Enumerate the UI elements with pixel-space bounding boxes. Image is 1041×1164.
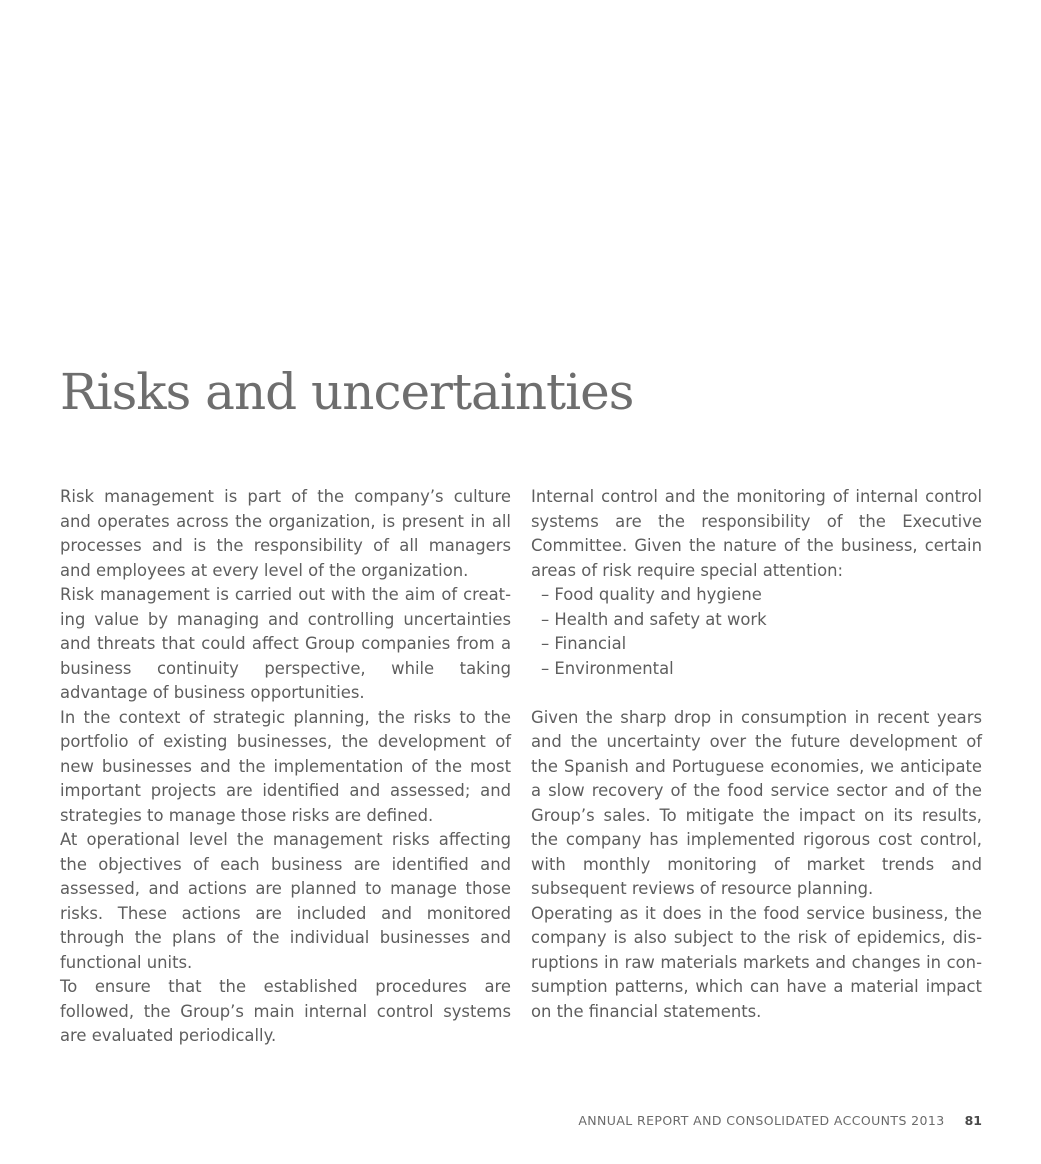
list-item: – Food quality and hygiene <box>541 585 762 604</box>
paragraph-risk-value: Risk management is carried out with the aim of creating value by managing and controlling uncertainties and threats that could affect Group companies from a business continuity perspective, while taking advantage of business opportunities. <box>60 585 511 702</box>
page-footer <box>578 1112 982 1130</box>
paragraph-internal-control-evaluation: To ensure that the established procedures are followed, the Group’s main internal control systems are evaluated periodically. <box>60 977 511 1045</box>
paragraph-risk-culture: Risk management is part of the company’s culture and operates across the organization, is present in all processes and is the responsibility of all managers and employees at every level of the organization. <box>60 487 511 580</box>
left-column <box>60 485 511 1049</box>
page-title: Risks and uncertainties <box>60 363 634 421</box>
paragraph-consumption-outlook: Given the sharp drop in consumption in recent years and the uncertainty over the future development of the Spanish and Portuguese economies, we anticipate a slow recovery of the food service sector and of the Group’s sales. To mitigate the impact on its results, the company has implemented rigorous cost control, with monthly monitoring of market trends and subsequent reviews of resource planning. <box>531 707 982 898</box>
list-item: – Financial <box>541 634 627 653</box>
paragraph-strategic-planning: In the context of strategic planning, the risks to the portfolio of existing businesses, the development of new businesses and the implementation of the most important projects are identified and assessed; and strategies to manage those risks are defined. <box>60 707 511 825</box>
right-column <box>531 485 982 1024</box>
page-number: 81 <box>964 1113 982 1128</box>
footer-report-title: ANNUAL REPORT AND CONSOLIDATED ACCOUNTS 2013 <box>578 1113 945 1128</box>
list-item: – Environmental <box>541 658 674 678</box>
risk-areas-list <box>531 583 982 681</box>
paragraph-operational-level: At operational level the management risks affecting the objectives of each business are identified and assessed, and actions are planned to manage those risks. These actions are included and monitored through the plans of the individual businesses and functional units. <box>60 830 511 972</box>
paragraph-internal-control: Internal control and the monitoring of internal control systems are the responsibility of the Executive Committee. Given the nature of the business, certain areas of risk require special attention: <box>531 487 982 580</box>
paragraph-food-service-risks: Operating as it does in the food service business, the company is also subject to the risk of epidemics, disruptions in raw materials markets and changes in consumption patterns, which can have a material impact on the financial statements. <box>531 903 982 1021</box>
list-item: – Health and safety at work <box>541 609 767 629</box>
